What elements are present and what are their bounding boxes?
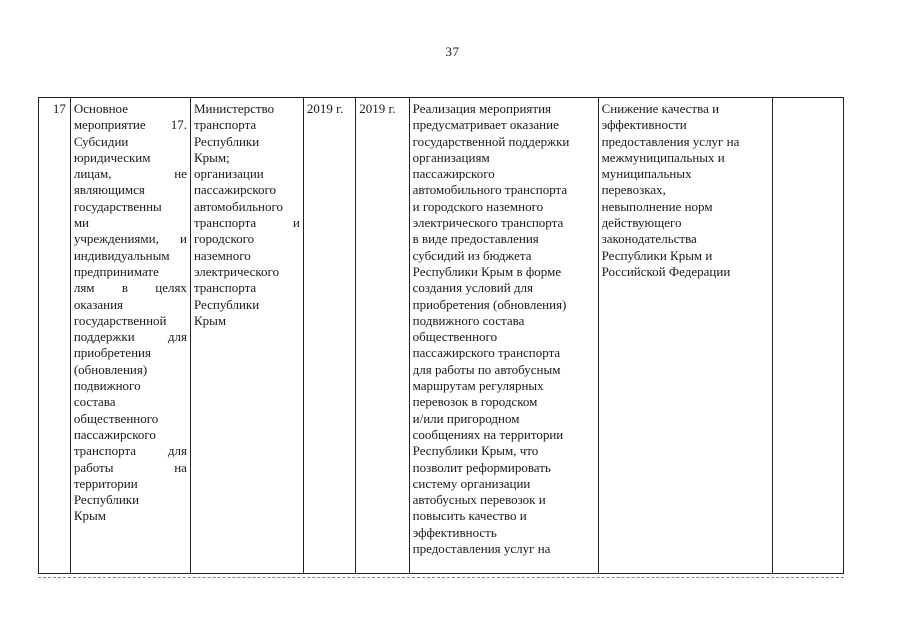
measure-name-line: Республики bbox=[73, 492, 140, 508]
executor-line: электрического bbox=[193, 263, 280, 279]
measure-name-line: предпринимате bbox=[73, 263, 159, 279]
consequences-cell bbox=[598, 98, 773, 574]
executor-line: Министерство bbox=[193, 101, 275, 116]
description-line: субсидий из бюджета bbox=[412, 247, 532, 263]
description-line: предоставления услуг на bbox=[412, 541, 551, 557]
executor-line-word: транспорта bbox=[193, 215, 257, 231]
description-line: автобусных перевозок и bbox=[412, 492, 546, 508]
executor-line: Крым; bbox=[193, 149, 230, 165]
description-cell bbox=[409, 98, 598, 574]
measure-name-line bbox=[74, 280, 187, 296]
description-line: электрического транспорта bbox=[412, 215, 564, 231]
measure-name-line: состава bbox=[73, 394, 116, 410]
start-year-cell: 2019 г. bbox=[303, 98, 355, 574]
measure-name-line: индивидуальным bbox=[73, 247, 170, 263]
executor-line: Крым bbox=[193, 312, 227, 328]
measure-name-line: пассажирского bbox=[73, 426, 156, 442]
measure-name-line bbox=[74, 443, 187, 459]
measure-name-line: Субсидии bbox=[73, 133, 129, 149]
measure-name-line bbox=[74, 166, 187, 182]
description-line: повысить качество и bbox=[412, 508, 527, 524]
description-line: создания условий для bbox=[412, 280, 533, 296]
consequence-line: межмуниципальных и bbox=[601, 149, 725, 165]
measure-name-line-word: не bbox=[174, 166, 187, 182]
measure-name-line-word: 17. bbox=[170, 117, 187, 133]
measure-name-line-word: лицам, bbox=[73, 166, 112, 182]
measure-name-line-word: для bbox=[167, 443, 187, 459]
measure-name-line: Основное bbox=[73, 101, 128, 116]
consequence-line: Республики Крым и bbox=[601, 247, 713, 263]
description-line: маршрутам регулярных bbox=[412, 378, 544, 394]
executor-line: наземного bbox=[193, 247, 251, 263]
description-line: государственной поддержки bbox=[412, 133, 570, 149]
consequence-line: невыполнение норм bbox=[601, 198, 713, 214]
measure-name-line-word: работы bbox=[73, 459, 114, 475]
consequence-line: эффективности bbox=[601, 117, 687, 133]
consequence-line: предоставления услуг на bbox=[601, 133, 740, 149]
measure-name-line: (обновления) bbox=[73, 361, 148, 377]
measure-name-line bbox=[74, 231, 187, 247]
measure-name-line: государственны bbox=[73, 198, 162, 214]
measure-name-line: подвижного bbox=[73, 378, 141, 394]
description-line: и городского наземного bbox=[412, 198, 544, 214]
measure-name-line-word: мероприятие bbox=[73, 117, 146, 133]
description-line: для работы по автобусным bbox=[412, 361, 561, 377]
executor-line: организации bbox=[193, 166, 264, 182]
description-line: приобретения (обновления) bbox=[412, 296, 567, 312]
measure-name-line-word: для bbox=[167, 329, 187, 345]
executor-line bbox=[194, 215, 300, 231]
executor-line: городского bbox=[193, 231, 255, 247]
measure-name-line-word: целях bbox=[155, 280, 187, 296]
description-line: перевозок в городском bbox=[412, 394, 538, 410]
measure-name-line bbox=[74, 460, 187, 476]
measure-name-line: ми bbox=[73, 215, 90, 231]
consequence-line: муниципальных bbox=[601, 166, 692, 182]
description-line: эффективность bbox=[412, 524, 497, 540]
measure-name-line-word: и bbox=[179, 231, 187, 247]
executor-line-word: и bbox=[292, 215, 300, 231]
description-line: позволит реформировать bbox=[412, 459, 551, 475]
measure-name-line-word: транспорта bbox=[73, 443, 137, 459]
measure-name-line bbox=[74, 117, 187, 133]
measure-name-line: приобретения bbox=[73, 345, 151, 361]
measure-name-line-word: учреждениями, bbox=[73, 231, 159, 247]
consequence-line: Российской Федерации bbox=[601, 263, 731, 279]
measure-name-line: территории bbox=[73, 475, 138, 491]
executor-line: Республики bbox=[193, 296, 260, 312]
page-bottom-rule bbox=[38, 577, 844, 578]
description-line: подвижного состава bbox=[412, 312, 525, 328]
executor-line: транспорта bbox=[193, 117, 257, 133]
description-line: организациям bbox=[412, 149, 490, 165]
description-line: пассажирского bbox=[412, 166, 495, 182]
measure-name-line: Крым bbox=[73, 508, 106, 524]
description-line: Республики Крым, что bbox=[412, 443, 539, 459]
measure-name-cell bbox=[70, 98, 190, 574]
measure-name-line-word: в bbox=[121, 280, 128, 296]
measure-name-line bbox=[74, 329, 187, 345]
description-line: и/или пригородном bbox=[412, 410, 520, 426]
executor-line: автомобильного bbox=[193, 198, 283, 214]
description-line: сообщениях на территории bbox=[412, 426, 564, 442]
description-line: общественного bbox=[412, 329, 498, 345]
measure-name-line: юридическим bbox=[73, 149, 151, 165]
consequence-line: законодательства bbox=[601, 231, 697, 247]
description-line: пассажирского транспорта bbox=[412, 345, 561, 361]
page-number: 37 bbox=[445, 44, 460, 59]
consequence-line: перевозках, bbox=[601, 182, 666, 198]
description-line: предусматривает оказание bbox=[412, 117, 559, 133]
consequence-line: Снижение качества и bbox=[601, 101, 720, 116]
measure-name-line: общественного bbox=[73, 410, 159, 426]
executor-line: транспорта bbox=[193, 280, 257, 296]
description-line: Реализация мероприятия bbox=[412, 101, 552, 116]
measures-table bbox=[38, 97, 844, 574]
executor-cell bbox=[190, 98, 303, 574]
measure-name-line-word: на bbox=[174, 459, 187, 475]
consequence-line: действующего bbox=[601, 215, 682, 231]
executor-line: Республики bbox=[193, 133, 260, 149]
measure-name-line: оказания bbox=[73, 296, 124, 312]
measure-name-line-word: лям bbox=[73, 280, 95, 296]
empty-cell bbox=[773, 98, 844, 574]
row-number-cell: 17 bbox=[39, 98, 71, 574]
description-line: Республики Крым в форме bbox=[412, 263, 562, 279]
measure-name-line: государственной bbox=[73, 312, 167, 328]
end-year-cell: 2019 г. bbox=[356, 98, 409, 574]
measure-name-line-word: поддержки bbox=[73, 329, 135, 345]
table-row bbox=[39, 98, 844, 574]
description-line: автомобильного транспорта bbox=[412, 182, 568, 198]
description-line: в виде предоставления bbox=[412, 231, 539, 247]
description-line: систему организации bbox=[412, 475, 531, 491]
executor-line: пассажирского bbox=[193, 182, 277, 198]
measure-name-line: являющимся bbox=[73, 182, 145, 198]
